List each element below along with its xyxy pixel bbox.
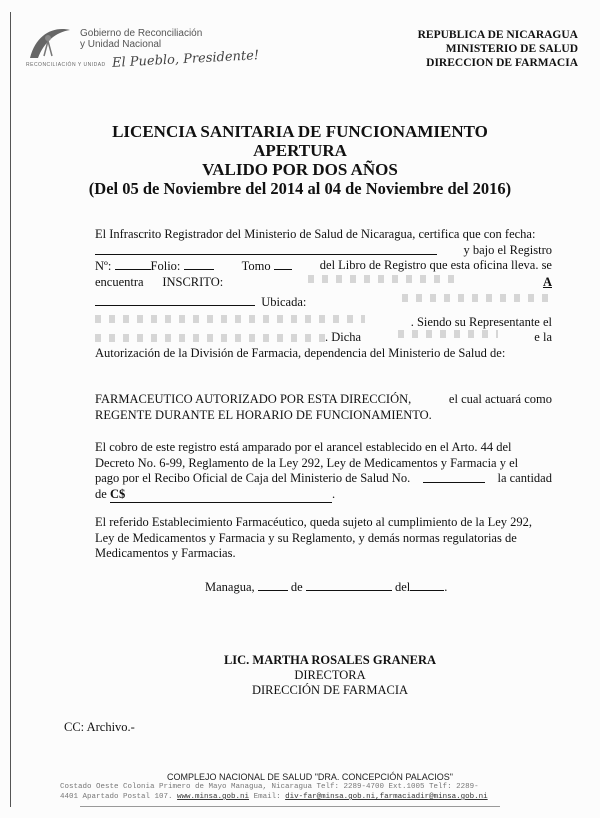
p2-line1: FARMACEUTICO AUTORIZADO POR ESTA DIRECCIÓN, el cual actuará como [95, 392, 552, 406]
title-line1: LICENCIA SANITARIA DE FUNCIONAMIENTO [112, 122, 488, 141]
tomo-blank [274, 258, 292, 270]
date-blank-line [95, 243, 437, 255]
p1-line6: . Siendo su Representante el [95, 315, 552, 331]
p4-line2: Ley de Medicamentos y Farmacia y su Reglamento, y demás normas regulatorias de [95, 530, 517, 545]
email-link[interactable]: div-far@minsa.gob.ni,farmaciadir@minsa.gob.ni [285, 793, 488, 801]
p1-line1: El Infrascrito Registrador del Ministerio de Salud de Nicaragua, certifica que con fecha: [95, 227, 536, 241]
ministry-header [418, 28, 578, 70]
p3-line1: El cobro de este registro está amparado por el arancel establecido en el Arto. 44 del [95, 440, 512, 454]
logo-text-line2: y Unidad Nacional [80, 39, 162, 50]
paragraph-obligations [95, 515, 552, 562]
p3-line3: pago por el Recibo Oficial de Caja del Ministerio de Salud No. la cantidad [95, 471, 552, 485]
month-blank [306, 579, 392, 591]
signatory-role: DIRECTORA [294, 668, 366, 682]
paragraph-regent [95, 392, 552, 423]
establishment-name-blank [95, 294, 255, 306]
logo-slogan: El Pueblo, Presidente! [111, 48, 260, 71]
government-logo [26, 24, 260, 72]
paragraph-payment [95, 440, 552, 503]
p1-line5: Ubicada: [95, 294, 552, 311]
p1-line3: Nº: Folio: Tomo del Libro de Registro que esta oficina lleva. se [95, 258, 552, 273]
redacted-text [402, 294, 552, 302]
redacted-text [308, 275, 458, 283]
header-country: REPUBLICA DE NICARAGUA [417, 29, 578, 41]
signatory-department: DIRECCIÓN DE FARMACIA [251, 683, 409, 697]
title-line3: VALIDO POR DOS AÑOS [202, 160, 398, 179]
redacted-text [398, 330, 498, 338]
day-blank [258, 579, 288, 591]
paragraph-certification [95, 227, 552, 361]
place-date-line: Managua, de del . [205, 580, 448, 594]
redacted-text [95, 315, 365, 323]
title-validity-dates: (Del 05 de Noviembre del 2014 al 04 de Noviembre del 2016) [88, 179, 512, 198]
redacted-text [95, 334, 325, 342]
header-direction: DIRECCION DE FARMACIA [426, 57, 578, 69]
footer-address: Costado Oeste Colonia Primero de Mayo Managua, Nicaragua Telf: 2289-4700 Ext.1005 Telf: 2289- [60, 783, 479, 791]
folio-blank [184, 258, 214, 270]
p4-line3: Medicamentos y Farmacias. [95, 546, 236, 560]
footer-contact: 4401 Apartado Postal 107. www.minsa.gob.ni Email: div-far@minsa.gob.ni,farmaciadir@minsa.gob.ni [60, 793, 488, 801]
document-title [30, 122, 570, 199]
p2-line2: REGENTE DURANTE EL HORARIO DE FUNCIONAMIENTO. [95, 407, 432, 422]
website-link[interactable]: www.minsa.gob.ni [177, 793, 250, 801]
footer [60, 772, 560, 802]
registro-number-blank [115, 258, 151, 270]
year-blank [410, 579, 444, 591]
bottom-border-line [80, 806, 500, 807]
p3-line2: Decreto No. 6-99, Reglamento de la Ley 292, Ley de Medicamentos y Farmacia y el [95, 455, 519, 470]
title-line2: APERTURA [253, 141, 347, 160]
p1-line8: Autorización de la División de Farmacia, dependencia del Ministerio de Salud de: [95, 345, 506, 360]
header-ministry: MINISTERIO DE SALUD [445, 43, 578, 55]
government-emblem-icon [26, 24, 76, 64]
logo-small-text: RECONCILIACIÓN Y UNIDAD [26, 62, 106, 68]
footer-institution: COMPLEJO NACIONAL DE SALUD "DRA. CONCEPCIÓN PALACIOS" [167, 772, 453, 782]
carbon-copy: CC: Archivo.- [64, 720, 135, 734]
left-border-line [10, 12, 11, 807]
receipt-number-blank [423, 471, 485, 483]
p1-line4: encuentra INSCRITO: A [95, 274, 552, 289]
signatory-name: LIC. MARTHA ROSALES GRANERA [223, 653, 437, 667]
p1-line7: . Dicha e la [95, 330, 552, 346]
logo-text-line1: Gobierno de Reconciliación [80, 28, 203, 39]
p3-line4: de C$ . [95, 487, 552, 504]
p1-line2: y bajo el Registro [95, 243, 552, 259]
p4-line1: El referido Establecimiento Farmacéutico, queda sujeto al cumplimiento de la Ley 292, [95, 515, 533, 529]
signature-block [180, 653, 480, 698]
